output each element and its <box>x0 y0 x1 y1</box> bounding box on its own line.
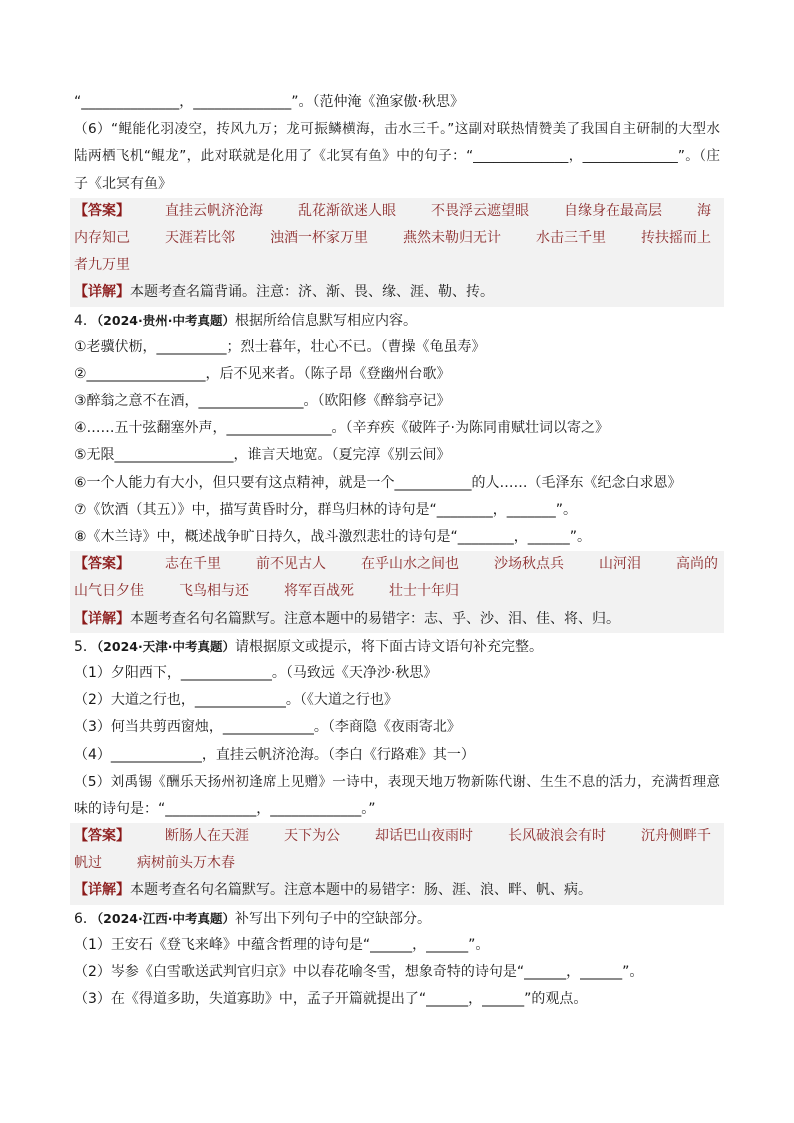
question-item: （2）岑参《白雪歌送武判官归京》中以春花喻冬雪，想象奇特的诗句是“______，______”。 <box>74 964 644 980</box>
answer-item: 抟扶摇而上 <box>641 229 711 246</box>
answer-item: 前不见古人 <box>256 556 326 573</box>
previous-question-tail <box>74 89 720 307</box>
answer-label: 【答案】 <box>74 556 130 573</box>
answer-item: 飞鸟相与还 <box>179 583 249 600</box>
answer-item: 病树前头万木春 <box>137 855 235 872</box>
detail-label: 【详解】 <box>74 284 130 301</box>
answer-item: 志在千里 <box>165 556 221 573</box>
question-item: ⑤无限_________________，谁言天地宽。（夏完淳《别云间》 <box>74 447 451 464</box>
answer-label: 【答案】 <box>74 828 130 845</box>
answer-line <box>74 578 720 605</box>
question-header <box>74 905 720 932</box>
question-prompt: 请根据原文或提示，将下面古诗文语句补充完整。 <box>234 638 543 655</box>
answer-item: 天下为公 <box>284 828 340 845</box>
detail-label: 【详解】 <box>74 610 130 627</box>
answer-box <box>70 823 724 905</box>
question-item: ⑦《饮酒（其五）》中，描写黄昏时分，群鸟归林的诗句是“________，_______”。 <box>74 501 578 518</box>
question-item: ③醉翁之意不在酒，_______________。（欧阳修《醉翁亭记》 <box>74 393 451 410</box>
question-number: 6． <box>74 910 97 927</box>
question-prompt: 根据所给信息默写相应内容。 <box>234 312 417 329</box>
answer-item: 在乎山水之间也 <box>361 556 459 573</box>
answer-item: 燕然未勒归无计 <box>403 229 501 246</box>
answer-item: 山河泪 <box>599 556 641 573</box>
question-item: （5）刘禹锡《酬乐天扬州初逢席上见赠》一诗中，表现天地万物新陈代谢、生生不息的活力，充满哲理意 <box>74 773 720 790</box>
answer-item: 浊酒一杯家万里 <box>270 229 368 246</box>
answer-item: 帆过 <box>74 855 102 872</box>
question-5 <box>74 633 720 905</box>
question-item: ①老骥伏枥，__________；烈士暮年，壮心不已。（曹操《龟虽寿》 <box>74 338 486 355</box>
answer-item: 乱花渐欲迷人眼 <box>298 202 396 219</box>
detail-line <box>74 279 720 306</box>
question-prompt: 补写出下列句子中的空缺部分。 <box>234 910 431 927</box>
detail-text: 本题考查名篇背诵。注意：济、渐、畏、缘、涯、勒、抟。 <box>130 284 494 301</box>
question-number: 5． <box>74 638 97 655</box>
question-6 <box>74 905 720 1014</box>
text-line: “______________，______________”。（范仲淹《渔家傲·秋思》 <box>74 94 464 110</box>
question-4 <box>74 307 720 633</box>
question-header <box>74 633 720 660</box>
answer-item: 天涯若比邻 <box>165 229 235 246</box>
text-line: 陆两栖飞机“鲲龙”，此对联就是化用了《北冥有鱼》中的句子：“______________，______________”。（庄 <box>74 148 720 165</box>
answer-item: 山气日夕佳 <box>74 583 144 600</box>
detail-text: 本题考查名句名篇默写。注意本题中的易错字：肠、涯、浪、畔、帆、病。 <box>130 882 592 899</box>
answer-item: 水击三千里 <box>536 229 606 246</box>
question-item: ④……五十弦翻塞外声，_______________。（辛弃疾《破阵子·为陈同甫赋壮词以寄之》 <box>74 420 609 437</box>
answer-item: 高尚的 <box>676 556 718 573</box>
answer-label: 【答案】 <box>74 202 130 219</box>
detail-text: 本题考查名句名篇默写。注意本题中的易错字：志、乎、沙、泪、佳、将、归。 <box>130 610 620 627</box>
answer-line <box>74 198 720 225</box>
question-item: （1）王安石《登飞来峰》中蕴含哲理的诗句是“______，______”。 <box>74 936 490 953</box>
question-item: （2）大道之行也，_____________。（《大道之行也》 <box>74 692 398 709</box>
answer-item: 不畏浮云遮望眼 <box>431 202 529 219</box>
detail-label: 【详解】 <box>74 882 130 899</box>
answer-line <box>74 225 720 252</box>
question-source: （2024·贵州·中考真题） <box>96 312 235 328</box>
answer-line <box>74 551 720 578</box>
answer-box <box>70 198 724 307</box>
answer-line <box>74 823 720 850</box>
answer-item: 者九万里 <box>74 257 130 274</box>
text-line: 味的诗句是：“_____________，_____________。” <box>74 800 376 817</box>
answer-item: 长风破浪会有时 <box>508 828 606 845</box>
answer-item: 沉舟侧畔千 <box>641 828 711 845</box>
answer-item: 海 <box>697 202 711 219</box>
answer-item: 内存知己 <box>74 229 130 246</box>
question-item: ⑥一个人能力有大小，但只要有这点精神，就是一个___________的人……（毛泽东《纪念白求恩》 <box>74 474 682 491</box>
answer-item: 自缘身在最高层 <box>564 202 662 219</box>
question-item: （1）夕阳西下，_____________。（马致远《天净沙·秋思》 <box>74 664 438 681</box>
question-item-6: （6）“鲲能化羽凌空，抟风九万；龙可振鳞横海，击水三千。”这副对联热情赞美了我国自主研制的大型水 <box>74 121 720 138</box>
answer-item: 断肠人在天涯 <box>165 828 249 845</box>
detail-line <box>74 877 720 904</box>
detail-line <box>74 606 720 633</box>
answer-item: 却话巴山夜雨时 <box>375 828 473 845</box>
answer-line <box>74 252 720 279</box>
question-item: （3）在《得道多助，失道寡助》中，孟子开篇就提出了“______，______”的观点。 <box>74 991 588 1008</box>
question-source: （2024·江西·中考真题） <box>96 910 235 926</box>
question-header <box>74 307 720 334</box>
answer-item: 壮士十年归 <box>389 583 459 600</box>
answer-box <box>70 551 724 633</box>
question-item: （4）_____________，直挂云帆济沧海。（李白《行路难》其一） <box>74 746 475 763</box>
question-item: ②_________________，后不见来者。（陈子昂《登幽州台歌》 <box>74 365 451 382</box>
answer-line <box>74 850 720 877</box>
question-item: （3）何当共剪西窗烛，_____________。（李商隐《夜雨寄北》 <box>74 719 461 736</box>
text-line: 子《北冥有鱼》 <box>74 175 172 192</box>
question-item: ⑧《木兰诗》中，概述战争旷日持久，战斗激烈悲壮的诗句是“________，______”。 <box>74 529 592 545</box>
question-number: 4． <box>74 312 97 329</box>
question-source: （2024·天津·中考真题） <box>96 638 235 654</box>
answer-item: 沙场秋点兵 <box>494 556 564 573</box>
answer-item: 将军百战死 <box>284 583 354 600</box>
answer-item: 直挂云帆济沧海 <box>165 202 263 219</box>
page-content <box>74 89 720 1013</box>
